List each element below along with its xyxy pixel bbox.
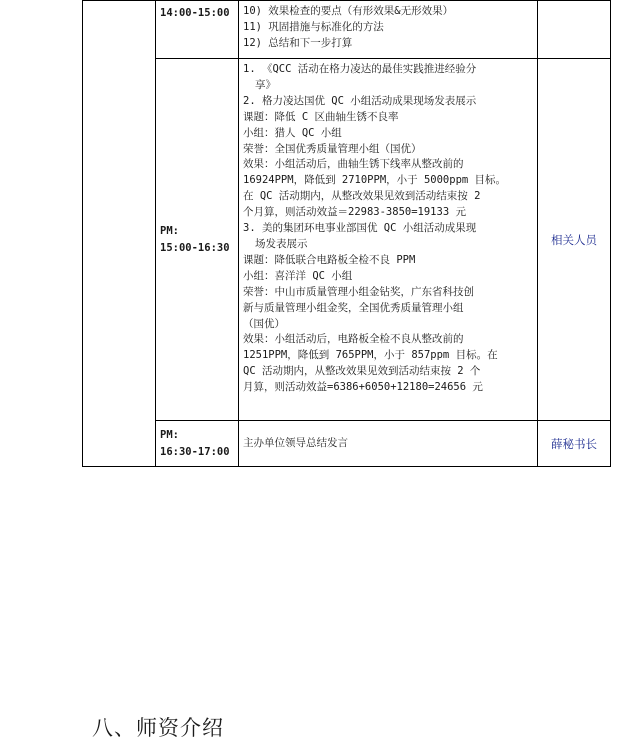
- content-line: 16924PPM，降低到 2710PPM，小于 5000ppm 目标。: [243, 174, 507, 187]
- content-line: 个月算，则活动效益＝22983-3850=19133 元: [243, 206, 466, 219]
- content-line: 1. 《QCC 活动在格力凌达的最佳实践推进经验分: [243, 63, 477, 75]
- time-text: 15:00-16:30: [160, 241, 230, 254]
- time-text: PM:: [160, 224, 179, 237]
- section-heading: 八、师资介绍: [92, 716, 224, 740]
- schedule-row: [83, 1, 611, 59]
- content-line: 小组：猎人 QC 小组: [243, 126, 342, 139]
- content-line: 课题：降低联合电路板全检不良 PPM: [243, 253, 416, 266]
- day-cell: [83, 1, 156, 467]
- person-cell: [538, 421, 611, 467]
- time-text: 14:00-15:00: [160, 7, 230, 19]
- content-line: 荣誉：全国优秀质量管理小组（国优）: [243, 142, 422, 155]
- content-cell: [239, 59, 538, 421]
- person-text: 薛秘书长: [551, 436, 597, 451]
- person-cell: [538, 59, 611, 421]
- content-line: （国优）: [243, 317, 285, 330]
- content-line: QC 活动期内，从整改效果见效到活动结束按 2 个: [243, 365, 481, 378]
- content-cell: [239, 421, 538, 467]
- content-line: 课题：降低 C 区曲轴生锈不良率: [243, 110, 399, 123]
- time-text: 16:30-17:00: [160, 445, 230, 458]
- content-line: 小组：喜洋洋 QC 小组: [243, 269, 353, 282]
- content-line: 10) 效果检查的要点（有形效果&无形效果）: [243, 5, 454, 17]
- person-text: 相关人员: [551, 232, 597, 247]
- time-cell: [156, 421, 239, 467]
- time-cell: [156, 59, 239, 421]
- content-line: 2. 格力凌达国优 QC 小组活动成果现场发表展示: [243, 94, 477, 107]
- content-line: 在 QC 活动期内，从整改效果见效到活动结束按 2: [243, 190, 481, 203]
- content-line: 12) 总结和下一步打算: [243, 36, 353, 49]
- content-line: 1251PPM，降低到 765PPM，小于 857ppm 目标。在: [243, 349, 498, 362]
- content-line: 享》: [255, 78, 276, 91]
- content-line: 11) 巩固措施与标准化的方法: [243, 20, 384, 33]
- content-line: 场发表展示: [255, 237, 308, 250]
- time-cell: [156, 1, 239, 59]
- content-line: 效果：小组活动后，曲轴生锈下线率从整改前的: [243, 158, 464, 171]
- content-line: 3. 美的集团环电事业部国优 QC 小组活动成果现: [243, 222, 477, 235]
- time-text: PM:: [160, 428, 179, 441]
- content-line: 主办单位领导总结发言: [243, 436, 348, 449]
- schedule-row: [83, 421, 611, 467]
- content-line: 新与质量管理小组金奖，全国优秀质量管理小组: [243, 301, 464, 314]
- content-line: 月算，则活动效益=6386+6050+12180=24656 元: [243, 381, 483, 394]
- person-cell: [538, 1, 611, 59]
- schedule-table: [82, 0, 611, 467]
- schedule-row: [83, 59, 611, 421]
- content-line: 荣誉：中山市质量管理小组金钻奖，广东省科技创: [243, 285, 474, 298]
- content-line: 效果：小组活动后，电路板全检不良从整改前的: [243, 333, 464, 346]
- content-cell: [239, 1, 538, 59]
